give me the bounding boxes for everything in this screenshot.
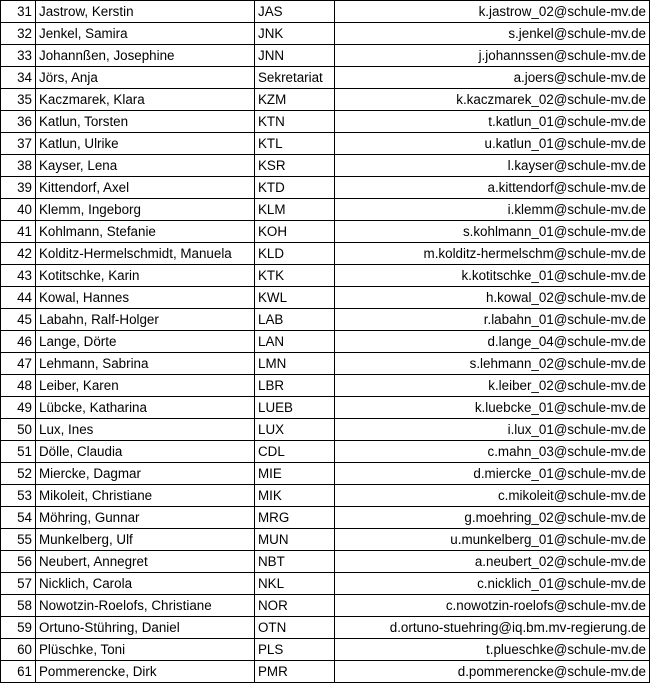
code-cell: KZM [255,89,335,111]
email-cell: d.lange_04@schule-mv.de [335,331,650,353]
name-cell: Pommerencke, Dirk [36,661,255,683]
table-row [1,507,650,529]
table-row [1,397,650,419]
name-cell: Plüschke, Toni [36,639,255,661]
email-cell: r.labahn_01@schule-mv.de [335,309,650,331]
name-cell: Kotitschke, Karin [36,265,255,287]
row-number-cell: 37 [1,133,36,155]
code-cell: MIE [255,463,335,485]
table-row [1,1,650,23]
table-row [1,573,650,595]
name-cell: Jörs, Anja [36,67,255,89]
email-cell: a.kittendorf@schule-mv.de [335,177,650,199]
code-cell: KTD [255,177,335,199]
name-cell: Katlun, Ulrike [36,133,255,155]
email-cell: k.kotitschke_01@schule-mv.de [335,265,650,287]
table-row [1,485,650,507]
row-number-cell: 55 [1,529,36,551]
row-number-cell: 59 [1,617,36,639]
table-row [1,23,650,45]
code-cell: KTK [255,265,335,287]
table-row [1,331,650,353]
email-cell: a.neubert_02@schule-mv.de [335,551,650,573]
row-number-cell: 51 [1,441,36,463]
code-cell: MIK [255,485,335,507]
name-cell: Kaczmarek, Klara [36,89,255,111]
code-cell: KSR [255,155,335,177]
code-cell: KTL [255,133,335,155]
email-cell: a.joers@schule-mv.de [335,67,650,89]
code-cell: KOH [255,221,335,243]
row-number-cell: 56 [1,551,36,573]
table-row [1,595,650,617]
row-number-cell: 48 [1,375,36,397]
name-cell: Katlun, Torsten [36,111,255,133]
row-number-cell: 42 [1,243,36,265]
table-row [1,243,650,265]
row-number-cell: 33 [1,45,36,67]
email-cell: u.katlun_01@schule-mv.de [335,133,650,155]
table-row [1,155,650,177]
name-cell: Jenkel, Samira [36,23,255,45]
email-cell: d.ortuno-stuehring@iq.bm.mv-regierung.de [335,617,650,639]
table-row [1,67,650,89]
code-cell: KTN [255,111,335,133]
row-number-cell: 32 [1,23,36,45]
name-cell: Lübcke, Katharina [36,397,255,419]
code-cell: NKL [255,573,335,595]
table-row [1,353,650,375]
name-cell: Kohlmann, Stefanie [36,221,255,243]
name-cell: Neubert, Annegret [36,551,255,573]
email-cell: t.katlun_01@schule-mv.de [335,111,650,133]
email-cell: d.miercke_01@schule-mv.de [335,463,650,485]
row-number-cell: 31 [1,1,36,23]
code-cell: PLS [255,639,335,661]
code-cell: NOR [255,595,335,617]
code-cell: JNN [255,45,335,67]
table-row [1,463,650,485]
table-row [1,265,650,287]
code-cell: PMR [255,661,335,683]
email-cell: g.moehring_02@schule-mv.de [335,507,650,529]
code-cell: LAB [255,309,335,331]
table-row [1,133,650,155]
email-cell: k.jastrow_02@schule-mv.de [335,1,650,23]
email-cell: s.jenkel@schule-mv.de [335,23,650,45]
row-number-cell: 41 [1,221,36,243]
row-number-cell: 44 [1,287,36,309]
email-cell: c.mahn_03@schule-mv.de [335,441,650,463]
row-number-cell: 35 [1,89,36,111]
code-cell: CDL [255,441,335,463]
code-cell: Sekretariat [255,67,335,89]
name-cell: Munkelberg, Ulf [36,529,255,551]
email-cell: d.pommerencke@schule-mv.de [335,661,650,683]
name-cell: Kowal, Hannes [36,287,255,309]
row-number-cell: 46 [1,331,36,353]
email-cell: c.nicklich_01@schule-mv.de [335,573,650,595]
name-cell: Miercke, Dagmar [36,463,255,485]
email-cell: j.johannssen@schule-mv.de [335,45,650,67]
email-cell: k.luebcke_01@schule-mv.de [335,397,650,419]
row-number-cell: 52 [1,463,36,485]
email-cell: i.lux_01@schule-mv.de [335,419,650,441]
table-row [1,551,650,573]
table-row [1,529,650,551]
table-row [1,375,650,397]
email-cell: m.kolditz-hermelschm@schule-mv.de [335,243,650,265]
table-row [1,199,650,221]
row-number-cell: 53 [1,485,36,507]
table-row [1,221,650,243]
name-cell: Nowotzin-Roelofs, Christiane [36,595,255,617]
row-number-cell: 38 [1,155,36,177]
email-cell: h.kowal_02@schule-mv.de [335,287,650,309]
table-row [1,89,650,111]
email-cell: c.nowotzin-roelofs@schule-mv.de [335,595,650,617]
name-cell: Möhring, Gunnar [36,507,255,529]
name-cell: Lehmann, Sabrina [36,353,255,375]
name-cell: Kittendorf, Axel [36,177,255,199]
code-cell: MUN [255,529,335,551]
row-number-cell: 61 [1,661,36,683]
table-body [1,1,650,683]
code-cell: MRG [255,507,335,529]
table-row [1,419,650,441]
code-cell: NBT [255,551,335,573]
name-cell: Nicklich, Carola [36,573,255,595]
code-cell: LUEB [255,397,335,419]
row-number-cell: 34 [1,67,36,89]
email-cell: k.leiber_02@schule-mv.de [335,375,650,397]
code-cell: LAN [255,331,335,353]
code-cell: LUX [255,419,335,441]
name-cell: Kolditz-Hermelschmidt, Manuela [36,243,255,265]
name-cell: Leiber, Karen [36,375,255,397]
table-row [1,309,650,331]
email-cell: c.mikoleit@schule-mv.de [335,485,650,507]
code-cell: OTN [255,617,335,639]
name-cell: Kayser, Lena [36,155,255,177]
email-cell: i.klemm@schule-mv.de [335,199,650,221]
email-cell: t.plueschke@schule-mv.de [335,639,650,661]
code-cell: KLM [255,199,335,221]
row-number-cell: 60 [1,639,36,661]
table-row [1,617,650,639]
email-cell: s.kohlmann_01@schule-mv.de [335,221,650,243]
row-number-cell: 50 [1,419,36,441]
email-cell: s.lehmann_02@schule-mv.de [335,353,650,375]
email-cell: k.kaczmarek_02@schule-mv.de [335,89,650,111]
name-cell: Klemm, Ingeborg [36,199,255,221]
row-number-cell: 43 [1,265,36,287]
name-cell: Mikoleit, Christiane [36,485,255,507]
code-cell: LMN [255,353,335,375]
code-cell: JNK [255,23,335,45]
code-cell: KLD [255,243,335,265]
row-number-cell: 39 [1,177,36,199]
row-number-cell: 36 [1,111,36,133]
table-row [1,45,650,67]
name-cell: Dölle, Claudia [36,441,255,463]
row-number-cell: 45 [1,309,36,331]
table-row [1,639,650,661]
row-number-cell: 40 [1,199,36,221]
name-cell: Jastrow, Kerstin [36,1,255,23]
code-cell: KWL [255,287,335,309]
email-cell: u.munkelberg_01@schule-mv.de [335,529,650,551]
name-cell: Labahn, Ralf-Holger [36,309,255,331]
row-number-cell: 57 [1,573,36,595]
code-cell: JAS [255,1,335,23]
table-row [1,287,650,309]
table-row [1,177,650,199]
code-cell: LBR [255,375,335,397]
name-cell: Ortuno-Stühring, Daniel [36,617,255,639]
row-number-cell: 54 [1,507,36,529]
row-number-cell: 47 [1,353,36,375]
row-number-cell: 58 [1,595,36,617]
name-cell: Lux, Ines [36,419,255,441]
email-cell: l.kayser@schule-mv.de [335,155,650,177]
table-row [1,111,650,133]
table-row [1,441,650,463]
name-cell: Johannßen, Josephine [36,45,255,67]
row-number-cell: 49 [1,397,36,419]
name-cell: Lange, Dörte [36,331,255,353]
table-row [1,661,650,683]
